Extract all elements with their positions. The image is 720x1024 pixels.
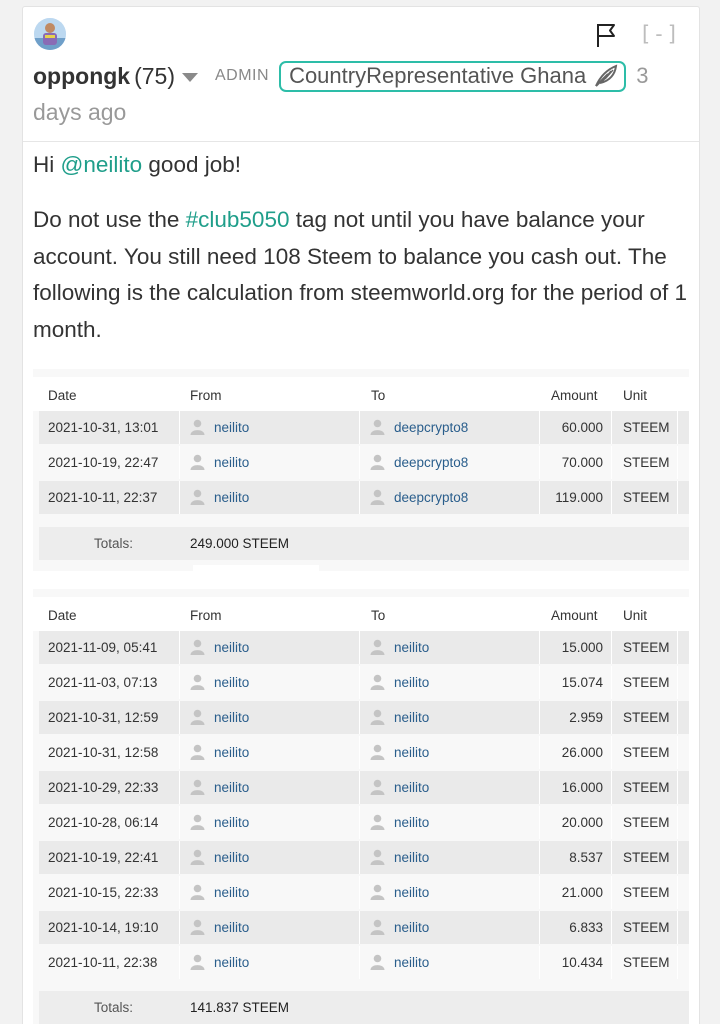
cell-date: 2021-10-14, 19:10 xyxy=(48,920,159,935)
cell-from-link[interactable]: neilito xyxy=(214,490,250,505)
column-divider xyxy=(677,411,678,444)
table-totals xyxy=(39,527,689,560)
col-unit: Unit xyxy=(623,388,648,403)
cell-amount: 16.000 xyxy=(561,780,603,795)
cell-to-link[interactable]: neilito xyxy=(394,745,430,760)
comment-card xyxy=(22,6,700,1024)
column-divider xyxy=(611,946,612,979)
cell-amount: 15.074 xyxy=(561,675,603,690)
user-icon xyxy=(370,674,385,690)
table-row xyxy=(39,771,689,804)
column-divider xyxy=(359,481,360,514)
user-icon xyxy=(190,489,205,505)
cell-from-link[interactable]: neilito xyxy=(214,815,250,830)
column-divider xyxy=(611,771,612,804)
cell-to-link[interactable]: neilito xyxy=(394,955,430,970)
column-divider xyxy=(677,701,678,734)
user-icon xyxy=(370,489,385,505)
screenshot-transfers-neilito xyxy=(33,589,689,1024)
column-divider xyxy=(677,666,678,699)
cell-unit: STEEM xyxy=(623,675,670,690)
column-divider xyxy=(179,946,180,979)
cell-from-link[interactable]: neilito xyxy=(214,885,250,900)
cell-date: 2021-10-15, 22:33 xyxy=(48,885,159,900)
user-icon xyxy=(190,954,205,970)
cell-amount: 26.000 xyxy=(561,745,603,760)
user-icon xyxy=(190,639,205,655)
cell-to-link[interactable]: neilito xyxy=(394,675,430,690)
cell-unit: STEEM xyxy=(623,955,670,970)
col-to: To xyxy=(371,608,386,623)
cell-date: 2021-10-31, 13:01 xyxy=(48,420,159,435)
cell-unit: STEEM xyxy=(623,640,670,655)
col-unit: Unit xyxy=(623,608,648,623)
cell-amount: 20.000 xyxy=(561,815,603,830)
user-icon xyxy=(370,919,385,935)
cell-to-link[interactable]: neilito xyxy=(394,780,430,795)
col-date: Date xyxy=(48,608,77,623)
totals-label: Totals: xyxy=(94,536,134,551)
cell-date: 2021-10-31, 12:58 xyxy=(48,745,159,760)
user-icon xyxy=(190,419,205,435)
column-divider xyxy=(359,736,360,769)
column-divider xyxy=(611,631,612,664)
col-date: Date xyxy=(48,388,77,403)
col-amount: Amount xyxy=(551,388,598,403)
partial-row-fragment xyxy=(193,565,319,571)
comment-paragraph xyxy=(33,202,693,348)
column-divider xyxy=(611,841,612,874)
table-header xyxy=(33,377,689,411)
table-row xyxy=(39,631,689,664)
column-divider xyxy=(677,736,678,769)
user-icon xyxy=(190,744,205,760)
badge-label: CountryRepresentative Ghana xyxy=(289,63,587,88)
column-divider xyxy=(179,736,180,769)
cell-date: 2021-11-09, 05:41 xyxy=(48,640,158,655)
cell-to-link[interactable]: neilito xyxy=(394,885,430,900)
cell-unit: STEEM xyxy=(623,490,670,505)
column-divider xyxy=(677,481,678,514)
column-divider xyxy=(611,806,612,839)
cell-to-link[interactable]: deepcrypto8 xyxy=(394,490,469,505)
column-divider xyxy=(611,666,612,699)
cell-date: 2021-10-11, 22:38 xyxy=(48,955,158,970)
column-divider xyxy=(611,701,612,734)
column-divider xyxy=(611,876,612,909)
author-name[interactable]: oppongk xyxy=(33,62,131,89)
column-divider xyxy=(611,446,612,479)
column-divider xyxy=(677,876,678,909)
flag-icon[interactable] xyxy=(595,22,617,48)
cell-to-link[interactable]: neilito xyxy=(394,640,430,655)
feather-icon[interactable] xyxy=(592,63,620,89)
user-icon xyxy=(370,849,385,865)
table-row xyxy=(39,806,689,839)
cell-amount: 6.833 xyxy=(569,920,603,935)
user-icon xyxy=(190,884,205,900)
cell-from-link[interactable]: neilito xyxy=(214,920,250,935)
user-icon xyxy=(190,779,205,795)
user-icon xyxy=(370,419,385,435)
column-divider xyxy=(359,411,360,444)
column-divider xyxy=(179,841,180,874)
column-divider xyxy=(179,876,180,909)
column-divider xyxy=(179,481,180,514)
column-divider xyxy=(677,841,678,874)
column-divider xyxy=(611,481,612,514)
user-icon xyxy=(370,709,385,725)
caret-down-icon[interactable] xyxy=(182,73,198,82)
table-row xyxy=(39,481,689,514)
greeting-line xyxy=(33,147,693,184)
timestamp-part-2[interactable]: days ago xyxy=(33,99,127,125)
column-divider xyxy=(359,876,360,909)
cell-amount: 8.537 xyxy=(569,850,603,865)
col-from: From xyxy=(190,388,222,403)
user-icon xyxy=(370,954,385,970)
user-icon xyxy=(370,814,385,830)
column-divider xyxy=(677,446,678,479)
cell-date: 2021-10-29, 22:33 xyxy=(48,780,159,795)
column-divider xyxy=(359,446,360,479)
user-icon xyxy=(190,674,205,690)
timestamp-part[interactable]: 3 xyxy=(636,63,649,88)
column-divider xyxy=(179,771,180,804)
cell-date: 2021-11-03, 07:13 xyxy=(48,675,158,690)
hashtag-link[interactable]: #club5050 xyxy=(185,207,290,232)
col-amount: Amount xyxy=(551,608,598,623)
cell-unit: STEEM xyxy=(623,850,670,865)
cell-amount: 2.959 xyxy=(569,710,603,725)
cell-unit: STEEM xyxy=(623,815,670,830)
cell-amount: 60.000 xyxy=(561,420,603,435)
role-label: ADMIN xyxy=(215,67,270,84)
table-row xyxy=(39,841,689,874)
cell-unit: STEEM xyxy=(623,885,670,900)
column-divider xyxy=(359,841,360,874)
table-row xyxy=(39,736,689,769)
cell-unit: STEEM xyxy=(623,780,670,795)
table-row xyxy=(39,946,689,979)
column-divider xyxy=(359,806,360,839)
comment-header xyxy=(33,59,648,93)
column-divider xyxy=(179,411,180,444)
cell-unit: STEEM xyxy=(623,455,670,470)
column-divider xyxy=(359,631,360,664)
column-divider xyxy=(359,771,360,804)
column-divider xyxy=(179,666,180,699)
table-row xyxy=(39,876,689,909)
cell-amount: 15.000 xyxy=(561,640,603,655)
column-divider xyxy=(611,411,612,444)
author-reputation: (75) xyxy=(134,62,175,89)
user-icon xyxy=(370,454,385,470)
column-divider xyxy=(611,736,612,769)
cell-date: 2021-10-19, 22:47 xyxy=(48,455,159,470)
table-totals xyxy=(39,991,689,1024)
cell-to-link[interactable]: neilito xyxy=(394,710,430,725)
cell-amount: 10.434 xyxy=(561,955,603,970)
cell-amount: 21.000 xyxy=(561,885,603,900)
cell-from-link[interactable]: neilito xyxy=(214,640,250,655)
column-divider xyxy=(179,911,180,944)
cell-to-link[interactable]: deepcrypto8 xyxy=(394,420,469,435)
user-icon xyxy=(190,454,205,470)
column-divider xyxy=(359,946,360,979)
cell-date: 2021-10-28, 06:14 xyxy=(48,815,159,830)
column-divider xyxy=(359,666,360,699)
user-icon xyxy=(370,884,385,900)
cell-date: 2021-10-19, 22:41 xyxy=(48,850,159,865)
cell-from-link[interactable]: neilito xyxy=(214,675,250,690)
community-title-badge[interactable] xyxy=(279,61,626,92)
cell-amount: 119.000 xyxy=(555,490,603,505)
table-row xyxy=(39,911,689,944)
user-icon xyxy=(190,709,205,725)
header-divider xyxy=(23,141,699,142)
cell-from-link[interactable]: neilito xyxy=(214,710,250,725)
user-icon xyxy=(370,779,385,795)
cell-amount: 70.000 xyxy=(561,455,603,470)
cell-to-link[interactable]: neilito xyxy=(394,920,430,935)
author-avatar[interactable] xyxy=(34,18,66,50)
greeting-hi: Hi xyxy=(33,152,55,177)
cell-unit: STEEM xyxy=(623,920,670,935)
column-divider xyxy=(677,771,678,804)
collapse-toggle[interactable]: [-] xyxy=(639,22,680,46)
table-row xyxy=(39,411,689,444)
cell-to-link[interactable]: deepcrypto8 xyxy=(394,455,469,470)
column-divider xyxy=(677,631,678,664)
column-divider xyxy=(677,911,678,944)
column-divider xyxy=(179,701,180,734)
cell-to-link[interactable]: neilito xyxy=(394,850,430,865)
column-divider xyxy=(179,631,180,664)
table-row xyxy=(39,701,689,734)
column-divider xyxy=(677,946,678,979)
user-icon xyxy=(370,639,385,655)
user-mention-link[interactable]: @neilito xyxy=(60,152,143,177)
paragraph-post: tag not until you have balance your account. You still need 108 Steem to balance you cash out. The following is the calculation from steemworld.org for the period of 1 month. xyxy=(33,207,688,342)
totals-value: 249.000 STEEM xyxy=(190,536,290,551)
column-divider xyxy=(677,806,678,839)
cell-unit: STEEM xyxy=(623,420,670,435)
cell-from-link[interactable]: neilito xyxy=(214,780,250,795)
table-row xyxy=(39,446,689,479)
cell-unit: STEEM xyxy=(623,745,670,760)
column-divider xyxy=(179,446,180,479)
column-divider xyxy=(359,911,360,944)
cell-unit: STEEM xyxy=(623,710,670,725)
column-divider xyxy=(179,806,180,839)
totals-value: 141.837 STEEM xyxy=(190,1000,290,1015)
cell-from-link[interactable]: neilito xyxy=(214,745,250,760)
greeting-rest: good job! xyxy=(148,152,242,177)
cell-from-link[interactable]: neilito xyxy=(214,850,250,865)
cell-from-link[interactable]: neilito xyxy=(214,420,250,435)
screenshot-transfers-deepcrypto8 xyxy=(33,369,689,571)
totals-label: Totals: xyxy=(94,1000,134,1015)
user-icon xyxy=(190,814,205,830)
column-divider xyxy=(359,701,360,734)
cell-from-link[interactable]: neilito xyxy=(214,455,250,470)
cell-from-link[interactable]: neilito xyxy=(214,955,250,970)
user-icon xyxy=(190,849,205,865)
user-icon xyxy=(190,919,205,935)
user-icon xyxy=(370,744,385,760)
table-row xyxy=(39,666,689,699)
cell-to-link[interactable]: neilito xyxy=(394,815,430,830)
col-to: To xyxy=(371,388,386,403)
cell-date: 2021-10-31, 12:59 xyxy=(48,710,159,725)
paragraph-pre: Do not use the xyxy=(33,207,180,232)
cell-date: 2021-10-11, 22:37 xyxy=(48,490,158,505)
table-header xyxy=(33,597,689,631)
col-from: From xyxy=(190,608,222,623)
column-divider xyxy=(611,911,612,944)
